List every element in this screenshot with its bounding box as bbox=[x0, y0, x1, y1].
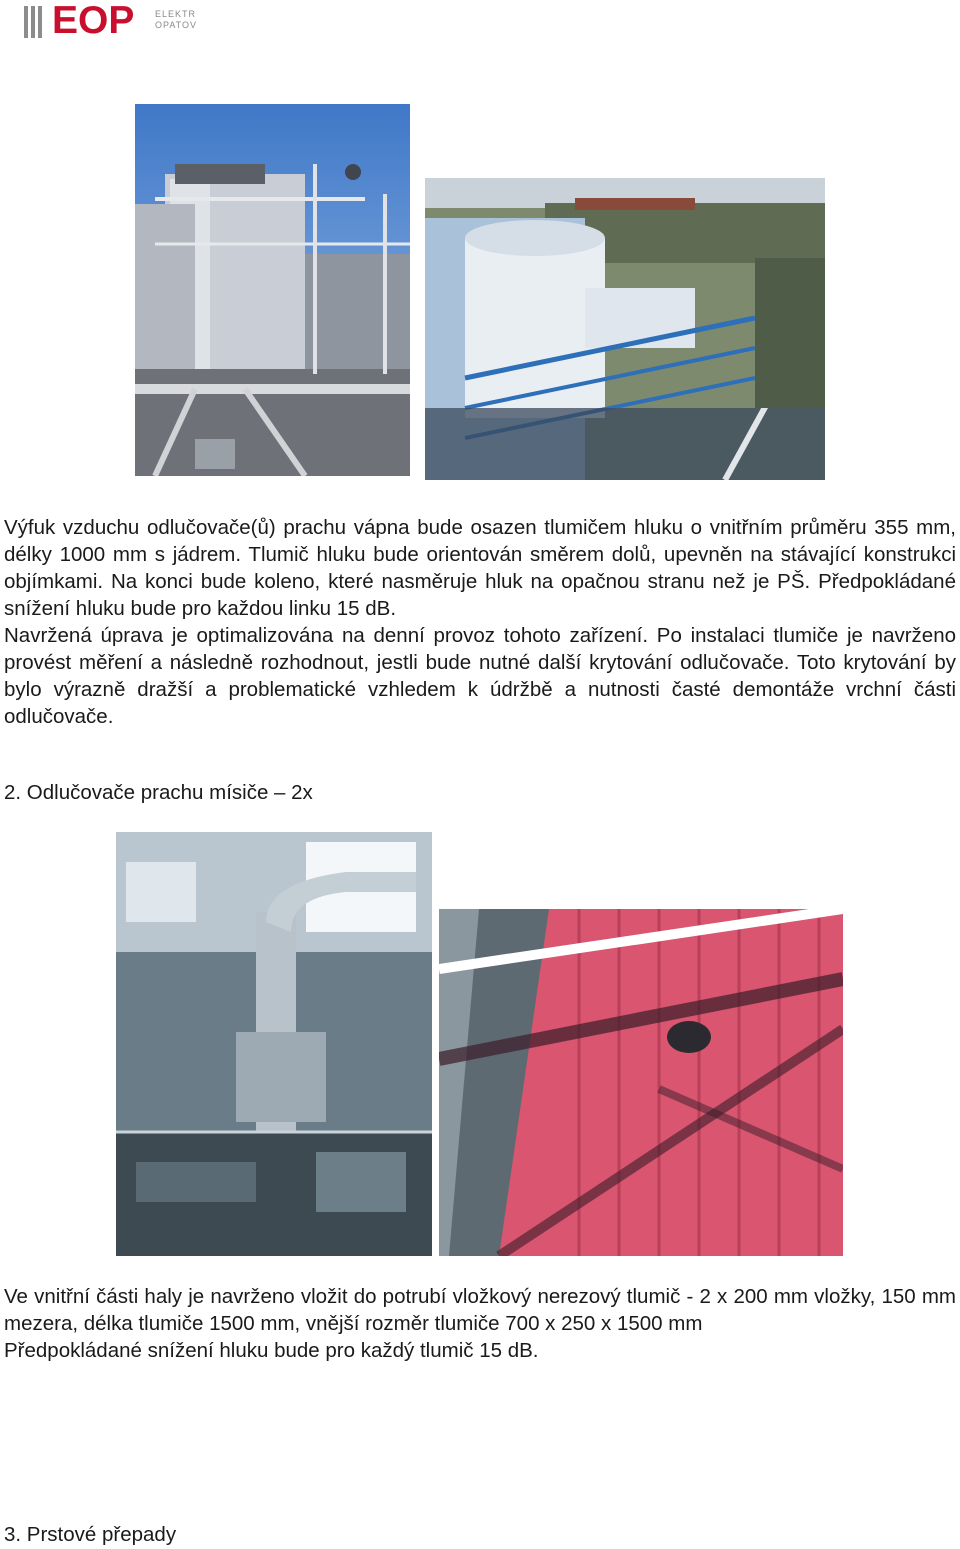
paragraph-1-line-2: Navržená úprava je optimalizována na denní provoz tohoto zařízení. Po instalaci tlumiče je navrženo provést měření a následně rozhodnout, jestli bude nutné další krytování odlučovače. Toto krytování by bylo výrazně dražší a problematické vzhledem k údržbě a nutnosti časté demontáže vrchní části odlučovače. bbox=[4, 624, 956, 728]
section-2-heading: 2. Odlučovače prachu mísiče – 2x bbox=[4, 781, 313, 804]
logo-subtitle: ELEKTR OPATOV bbox=[155, 9, 198, 30]
section-3-heading: 3. Prstové přepady bbox=[4, 1523, 177, 1546]
paragraph-2 bbox=[4, 1283, 956, 1364]
paragraph-1-line-1: Výfuk vzduchu odlučovače(ů) prachu vápna bude osazen tlumičem hluku o vnitřním průměru 355 mm, délky 1000 mm s jádrem. Tlumič hluku bude orientován směrem dolů, upevněn na stávající konstrukci objímkami. Na konci bude koleno, které nasměruje hluk na opačnou stranu než je PŠ. Předpokládané snížení hluku bude pro každou linku 15 dB. bbox=[4, 516, 956, 620]
paragraph-2-line-1: Ve vnitřní části haly je navrženo vložit do potrubí vložkový nerezový tlumič - 2 x 200 mm vložky, 150 mm mezera, délka tlumiče 1500 mm, vnější rozměr tlumiče 700 x 250 x 1500 mm bbox=[4, 1285, 956, 1335]
bottom-left-photo bbox=[116, 832, 432, 1256]
bottom-right-photo bbox=[439, 909, 843, 1256]
top-left-photo bbox=[135, 104, 410, 476]
paragraph-2-line-2: Předpokládané snížení hluku bude pro každý tlumič 15 dB. bbox=[4, 1339, 539, 1362]
company-logo bbox=[24, 0, 214, 42]
logo-bars-icon bbox=[24, 6, 46, 38]
logo-wordmark: EOP bbox=[52, 0, 135, 42]
dust-separator-platform-photo-icon bbox=[135, 104, 410, 476]
hall-interior-separator-photo-icon bbox=[116, 832, 432, 1256]
dust-separator-aerial-photo-icon bbox=[425, 178, 825, 480]
top-right-photo bbox=[425, 178, 825, 480]
paragraph-1 bbox=[4, 514, 956, 730]
red-wall-pipe-photo-icon bbox=[439, 909, 843, 1256]
